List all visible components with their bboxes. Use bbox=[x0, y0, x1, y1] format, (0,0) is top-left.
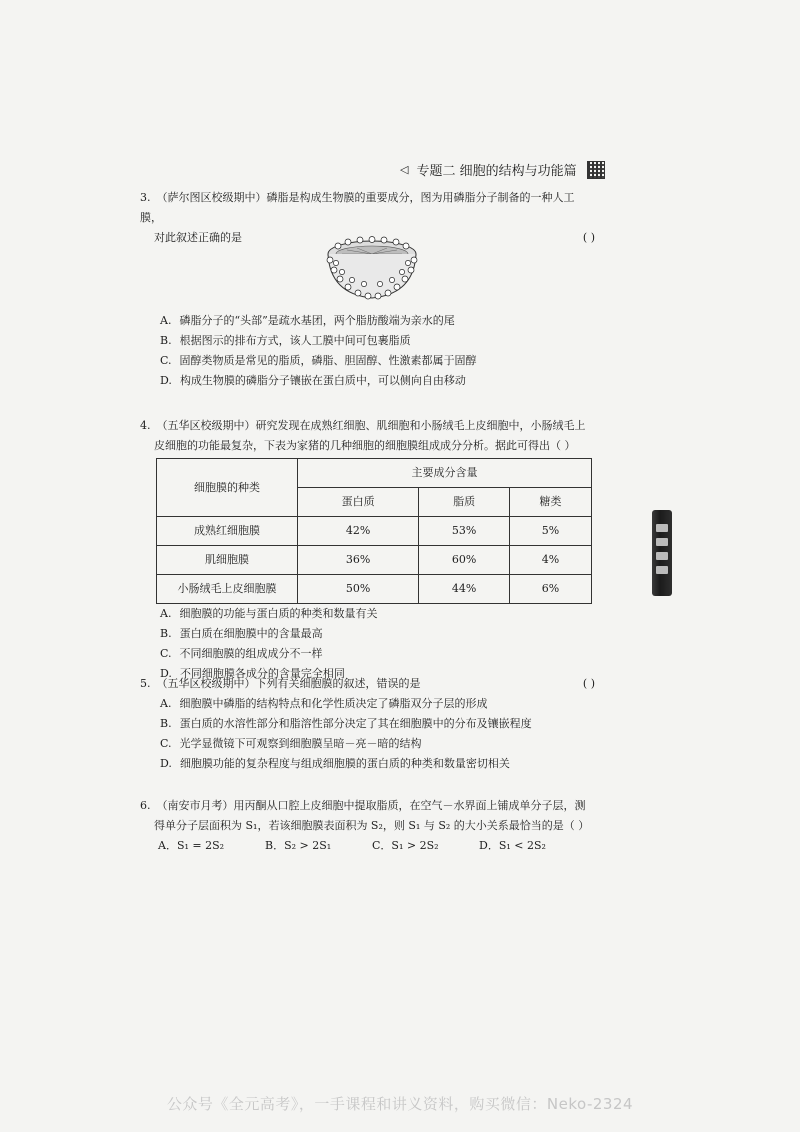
answer-blank: ( ) bbox=[582, 231, 595, 244]
question-stem: （南安市月考）用丙酮从口腔上皮细胞中提取脂质，在空气－水界面上铺成单分子层，测 bbox=[156, 799, 586, 812]
table-row: 肌细胞膜 36% 60% 4% bbox=[157, 546, 592, 575]
options-row bbox=[140, 836, 595, 856]
question-number: 5. bbox=[140, 677, 151, 690]
column-header: 蛋白质 bbox=[298, 488, 419, 517]
column-header: 糖类 bbox=[509, 488, 591, 517]
table-row: 小肠绒毛上皮细胞膜 50% 44% 6% bbox=[157, 575, 592, 604]
option-a: A. 细胞膜的功能与蛋白质的种类和数量有关 bbox=[160, 607, 378, 620]
option-c: C. 固醇类物质是常见的脂质，磷脂、胆固醇、性激素都属于固醇 bbox=[160, 354, 477, 367]
option-c: C. 不同细胞膜的组成成分不一样 bbox=[160, 647, 323, 660]
option-b: B. 蛋白质在细胞膜中的含量最高 bbox=[160, 627, 323, 640]
watermark-text: 公众号《全元高考》，一手课程和讲义资料，购买微信：Neko-2324 bbox=[166, 1095, 634, 1113]
option-b: B. 根据图示的排布方式，该人工膜中间可包裹脂质 bbox=[160, 334, 411, 347]
question-number: 3. bbox=[140, 191, 151, 204]
answer-blank: ( ) bbox=[582, 677, 595, 690]
question-number: 4. bbox=[140, 419, 151, 432]
page-header bbox=[400, 160, 605, 179]
option-a: A. 细胞膜中磷脂的结构特点和化学性质决定了磷脂双分子层的形成 bbox=[160, 697, 488, 710]
option-b: B. 蛋白质的水溶性部分和脂溶性部分决定了其在细胞膜中的分布及镶嵌程度 bbox=[160, 717, 532, 730]
membrane-composition-table bbox=[156, 458, 592, 604]
option-d: D．S₁ < 2S₂ bbox=[479, 839, 546, 852]
question-3-options bbox=[140, 311, 595, 391]
option-d: D. 细胞膜功能的复杂程度与组成细胞膜的蛋白质的种类和数量密切相关 bbox=[160, 757, 510, 770]
question-stem-cont: 得单分子层面积为 S₁，若该细胞膜表面积为 S₂，则 S₁ 与 S₂ 的大小关系最恰当的是（ ） bbox=[154, 819, 590, 832]
option-a: A．S₁ = 2S₂ bbox=[158, 839, 225, 852]
option-a: A. 磷脂分子的“头部”是疏水基团，两个脂肪酸端为亲水的尾 bbox=[160, 314, 455, 327]
question-stem-cont: 对此叙述正确的是 bbox=[154, 231, 242, 244]
question-6 bbox=[140, 796, 595, 856]
question-stem: （五华区校级期中）下列有关细胞膜的叙述，错误的是 bbox=[156, 677, 421, 690]
artificial-membrane-figure bbox=[322, 236, 422, 302]
question-stem-cont: 皮细胞的功能最复杂，下表为家猪的几种细胞的细胞膜组成成分分析。据此可得出（ ） bbox=[154, 439, 576, 452]
side-tab-marker bbox=[652, 510, 672, 596]
table-row: 成熟红细胞膜 42% 53% 5% bbox=[157, 517, 592, 546]
option-d: D. 构成生物膜的磷脂分子镶嵌在蛋白质中，可以侧向自由移动 bbox=[160, 374, 466, 387]
section-title: 专题二 细胞的结构与功能篇 bbox=[416, 164, 577, 179]
table-row-header: 细胞膜的种类 bbox=[157, 459, 298, 517]
triangle-marker-icon: ◁ bbox=[400, 163, 409, 176]
question-5 bbox=[140, 674, 595, 774]
table-group-header: 主要成分含量 bbox=[298, 459, 592, 488]
option-b: B．S₂ > 2S₁ bbox=[265, 839, 332, 852]
option-c: C．S₁ > 2S₂ bbox=[372, 839, 439, 852]
question-stem: （五华区校级期中）研究发现在成熟红细胞、肌细胞和小肠绒毛上皮细胞中，小肠绒毛上 bbox=[156, 419, 586, 432]
question-number: 6. bbox=[140, 799, 151, 812]
column-header: 脂质 bbox=[419, 488, 510, 517]
qr-code-icon bbox=[587, 161, 605, 179]
question-4 bbox=[140, 416, 595, 684]
option-d: D. 不同细胞膜各成分的含量完全相同 bbox=[160, 667, 345, 680]
option-c: C. 光学显微镜下可观察到细胞膜呈暗－亮－暗的结构 bbox=[160, 737, 422, 750]
question-stem: （萨尔图区校级期中）磷脂是构成生物膜的重要成分，图为用磷脂分子制备的一种人工膜， bbox=[140, 191, 575, 224]
